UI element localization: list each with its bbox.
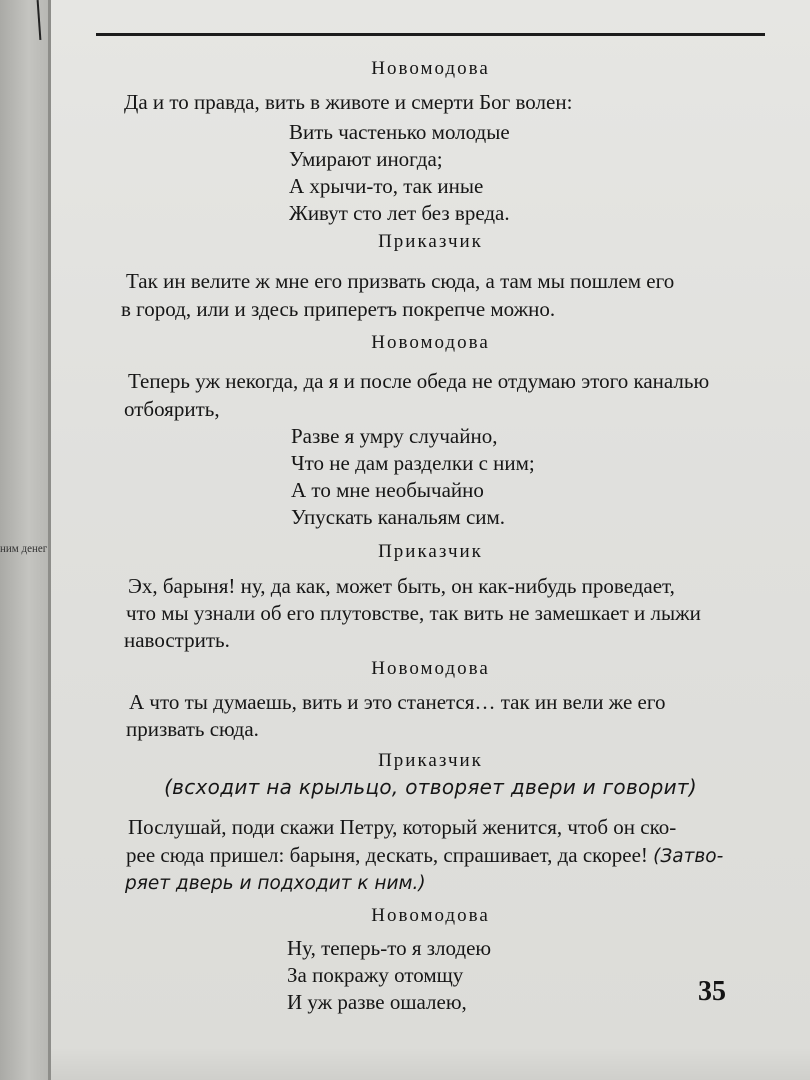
- verse-line: И уж разве ошалею,: [287, 990, 467, 1014]
- speaker-name: Новомодова: [371, 905, 490, 926]
- speaker-name: Приказчик: [378, 750, 483, 771]
- prose-line: отбоярить,: [124, 397, 220, 421]
- prose-line: [126, 842, 723, 870]
- prose-line: Теперь уж некогда, да я и после обеда не отдумаю этого каналью: [128, 369, 710, 393]
- prose-line: Послушай, поди скажи Петру, который женится, чтоб он ско-: [128, 815, 677, 839]
- prose-line: призвать сюда.: [126, 717, 259, 741]
- prose-text: рее сюда пришел: барыня, дескать, спрашивает, да скорее!: [126, 843, 654, 867]
- neighbor-page: [0, 0, 48, 1080]
- prose-line: А что ты думаешь, вить и это станется… так ин вели же его: [129, 690, 666, 714]
- header-rule: [96, 33, 765, 36]
- book-page: [51, 0, 810, 1080]
- speaker-name: Приказчик: [378, 541, 483, 562]
- prose-line: что мы узнали об его плутовстве, так вить не замешкает и лыжи: [126, 601, 701, 625]
- verse-line: А хрычи-то, так иные: [289, 174, 484, 198]
- prose-line: Да и то правда, вить в животе и смерти Бог волен:: [124, 90, 573, 114]
- verse-line: Вить частенько молодые: [289, 120, 510, 144]
- verse-line: За покражу отомщу: [287, 963, 464, 987]
- stage-direction-inline: ряет дверь и подходит к ним.): [125, 873, 426, 894]
- verse-line: Упускать канальям сим.: [291, 505, 506, 529]
- prose-line: Так ин велите ж мне его призвать сюда, а там мы пошлем его: [126, 269, 675, 293]
- speaker-name: Приказчик: [378, 231, 483, 252]
- prose-line: в город, или и здесь приперетъ покрепче можно.: [121, 297, 556, 321]
- verse-line: Что не дам разделки с ним;: [291, 451, 535, 475]
- speaker-name: Новомодова: [371, 332, 490, 353]
- prose-line: навострить.: [124, 628, 230, 652]
- verse-line: Ну, теперь-то я злодею: [287, 936, 492, 960]
- page-number: 35: [698, 976, 726, 1007]
- page-bottom-edge: [51, 1048, 810, 1080]
- speaker-name: Новомодова: [371, 658, 490, 679]
- verse-line: Разве я умру случайно,: [291, 424, 498, 448]
- prose-line: Эх, барыня! ну, да как, может быть, он как-нибудь проведает,: [128, 574, 675, 598]
- stage-direction: (всходит на крыльцо, отворяет двери и говорит): [164, 775, 697, 799]
- verse-line: А то мне необычайно: [291, 478, 484, 502]
- verse-line: Живут сто лет без вреда.: [289, 201, 510, 225]
- verse-line: Умирают иногда;: [289, 147, 443, 171]
- neighbor-page-text: ним денег: [0, 542, 48, 556]
- speaker-name: Новомодова: [371, 58, 490, 79]
- stage-direction-inline: (Затво-: [653, 846, 724, 867]
